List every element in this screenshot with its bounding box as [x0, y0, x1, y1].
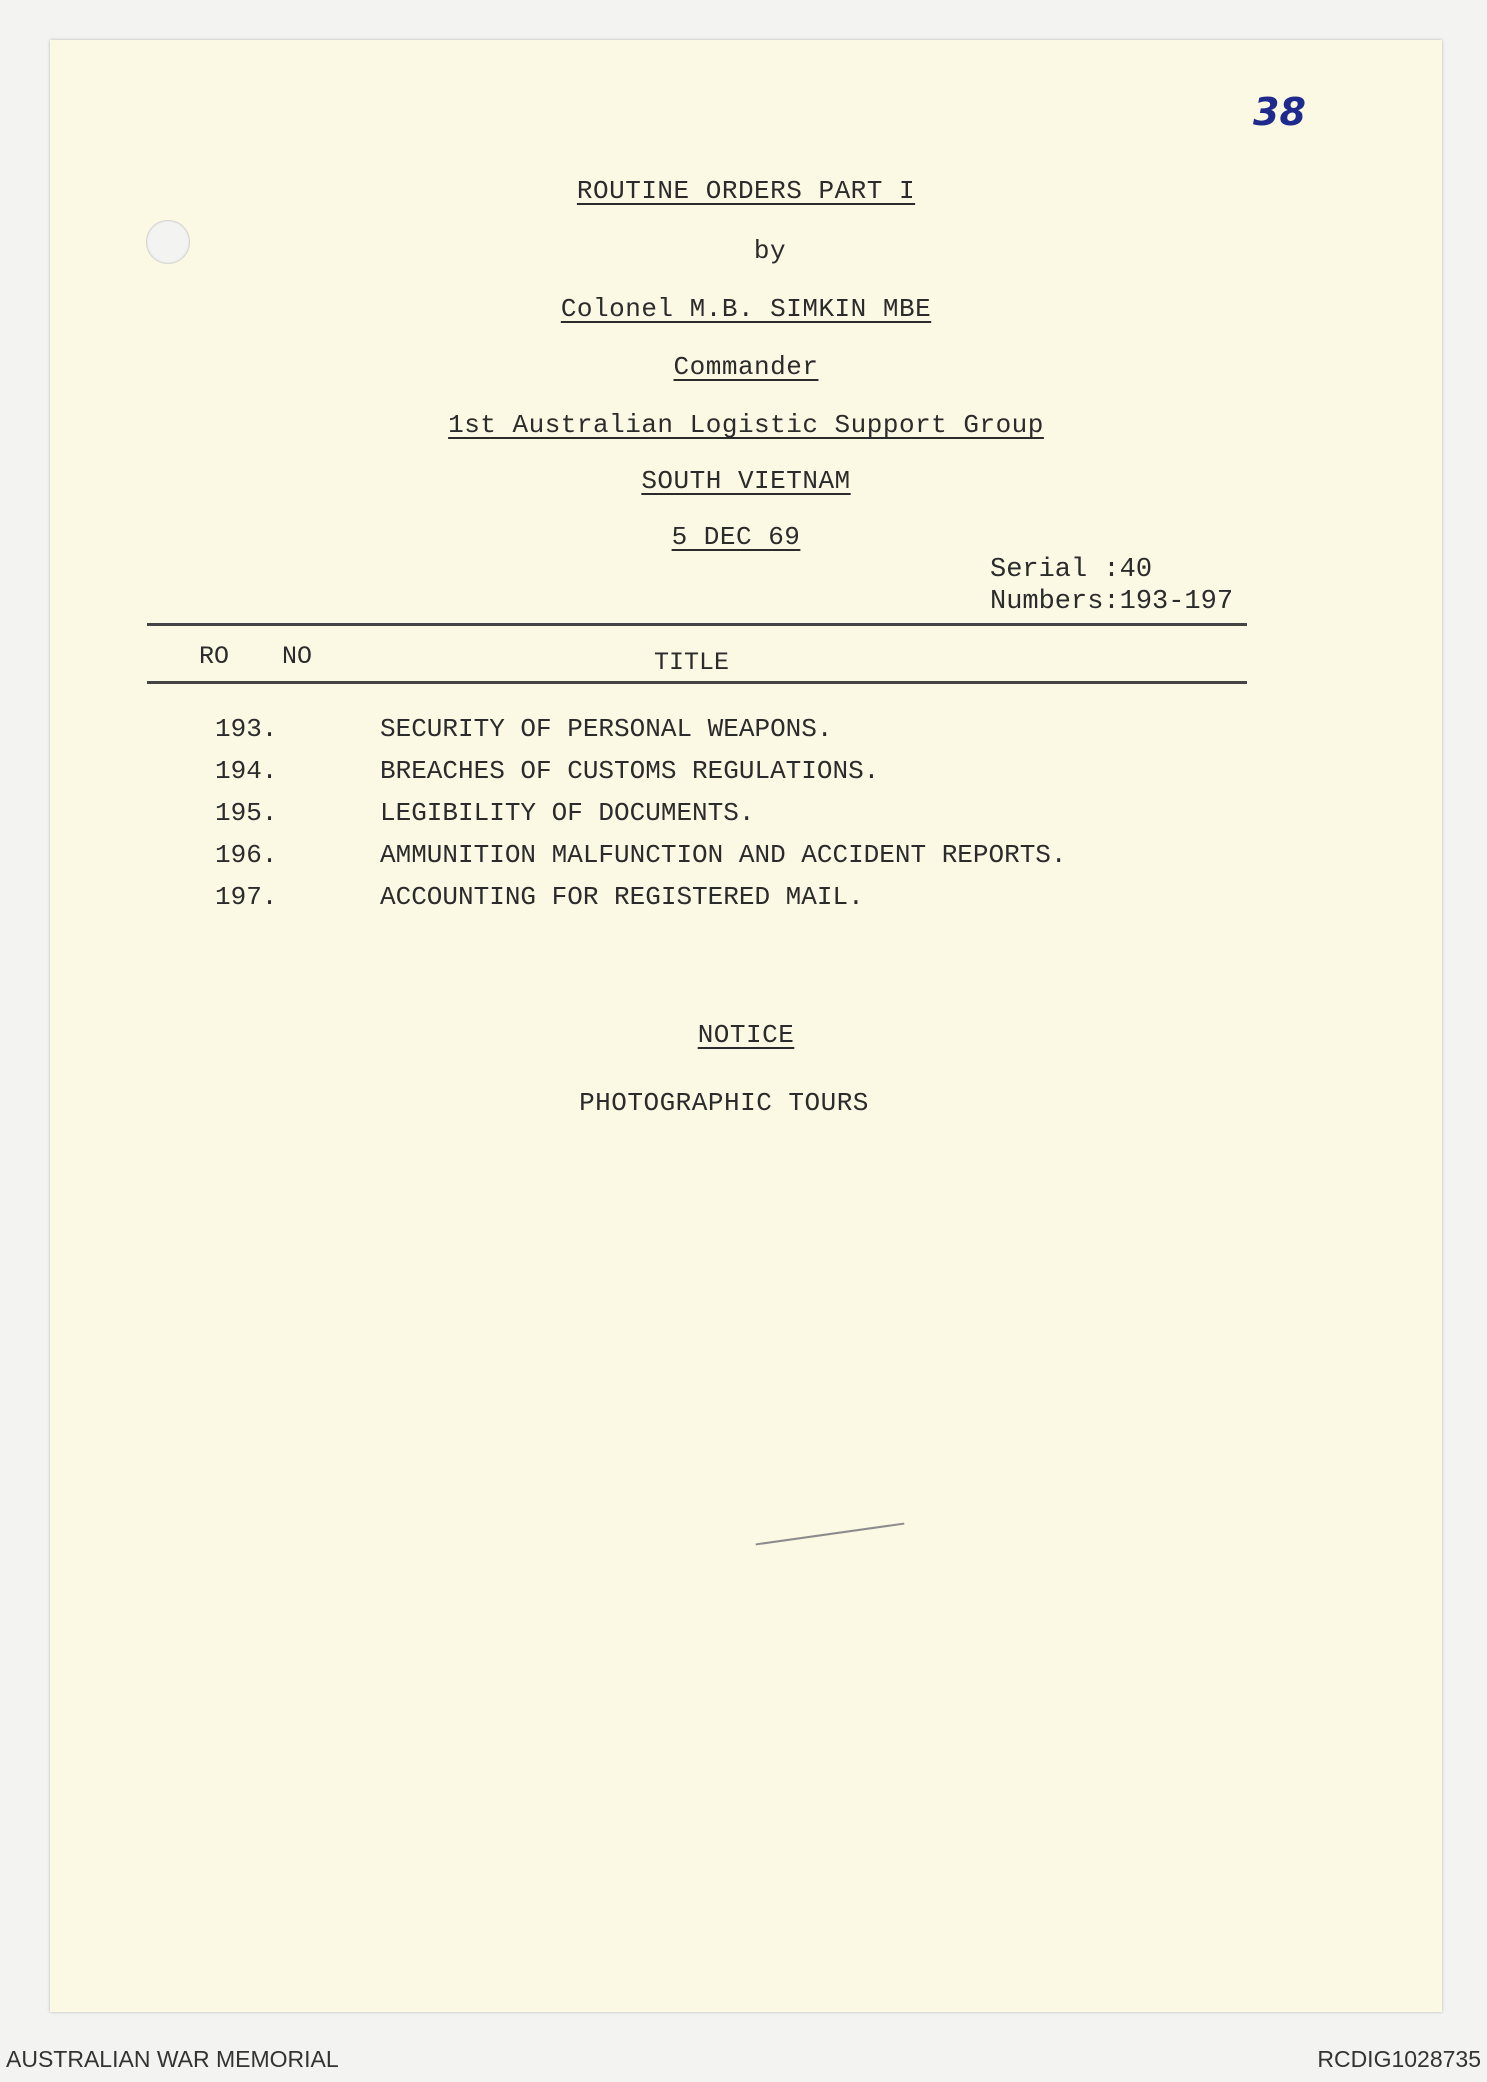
order-number: 194. — [215, 756, 278, 786]
order-title: BREACHES OF CUSTOMS REGULATIONS. — [380, 756, 880, 786]
notice-heading: NOTICE — [697, 1020, 795, 1050]
table-row — [50, 756, 1442, 796]
order-title: SECURITY OF PERSONAL WEAPONS. — [380, 714, 833, 744]
by-line: by — [753, 236, 787, 266]
serial-number: Serial :40 — [990, 555, 1153, 585]
officer-name: Colonel M.B. SIMKIN MBE — [560, 294, 932, 324]
column-header-no: NO — [282, 642, 313, 671]
order-title: ACCOUNTING FOR REGISTERED MAIL. — [380, 882, 864, 912]
document-title: ROUTINE ORDERS PART I — [576, 176, 916, 206]
order-number: 195. — [215, 798, 278, 828]
document-page — [50, 40, 1442, 2012]
table-row — [50, 714, 1442, 754]
order-date: 5 DEC 69 — [671, 522, 801, 552]
order-numbers: Numbers:193-197 — [990, 587, 1234, 617]
footer-archive-name: AUSTRALIAN WAR MEMORIAL — [6, 2046, 339, 2072]
table-header-rule — [147, 681, 1247, 684]
officer-role: Commander — [673, 352, 819, 382]
footer-record-id: RCDIG1028735 — [1317, 2046, 1481, 2072]
notice-item: PHOTOGRAPHIC TOURS — [579, 1088, 869, 1118]
serial-block — [990, 554, 1233, 618]
table-row — [50, 798, 1442, 838]
unit-name: 1st Australian Logistic Support Group — [448, 410, 1044, 440]
table-row — [50, 882, 1442, 922]
order-title: AMMUNITION MALFUNCTION AND ACCIDENT REPORTS. — [380, 840, 1067, 870]
table-row — [50, 840, 1442, 880]
pencil-mark — [756, 1523, 905, 1546]
order-number: 193. — [215, 714, 278, 744]
column-header-ro: RO — [199, 642, 230, 671]
table-top-rule — [147, 623, 1247, 626]
order-title: LEGIBILITY OF DOCUMENTS. — [380, 798, 755, 828]
folio-mark: 38 — [1253, 90, 1306, 134]
column-header-title: TITLE — [654, 648, 730, 677]
location: SOUTH VIETNAM — [641, 466, 851, 496]
order-number: 196. — [215, 840, 278, 870]
order-number: 197. — [215, 882, 278, 912]
